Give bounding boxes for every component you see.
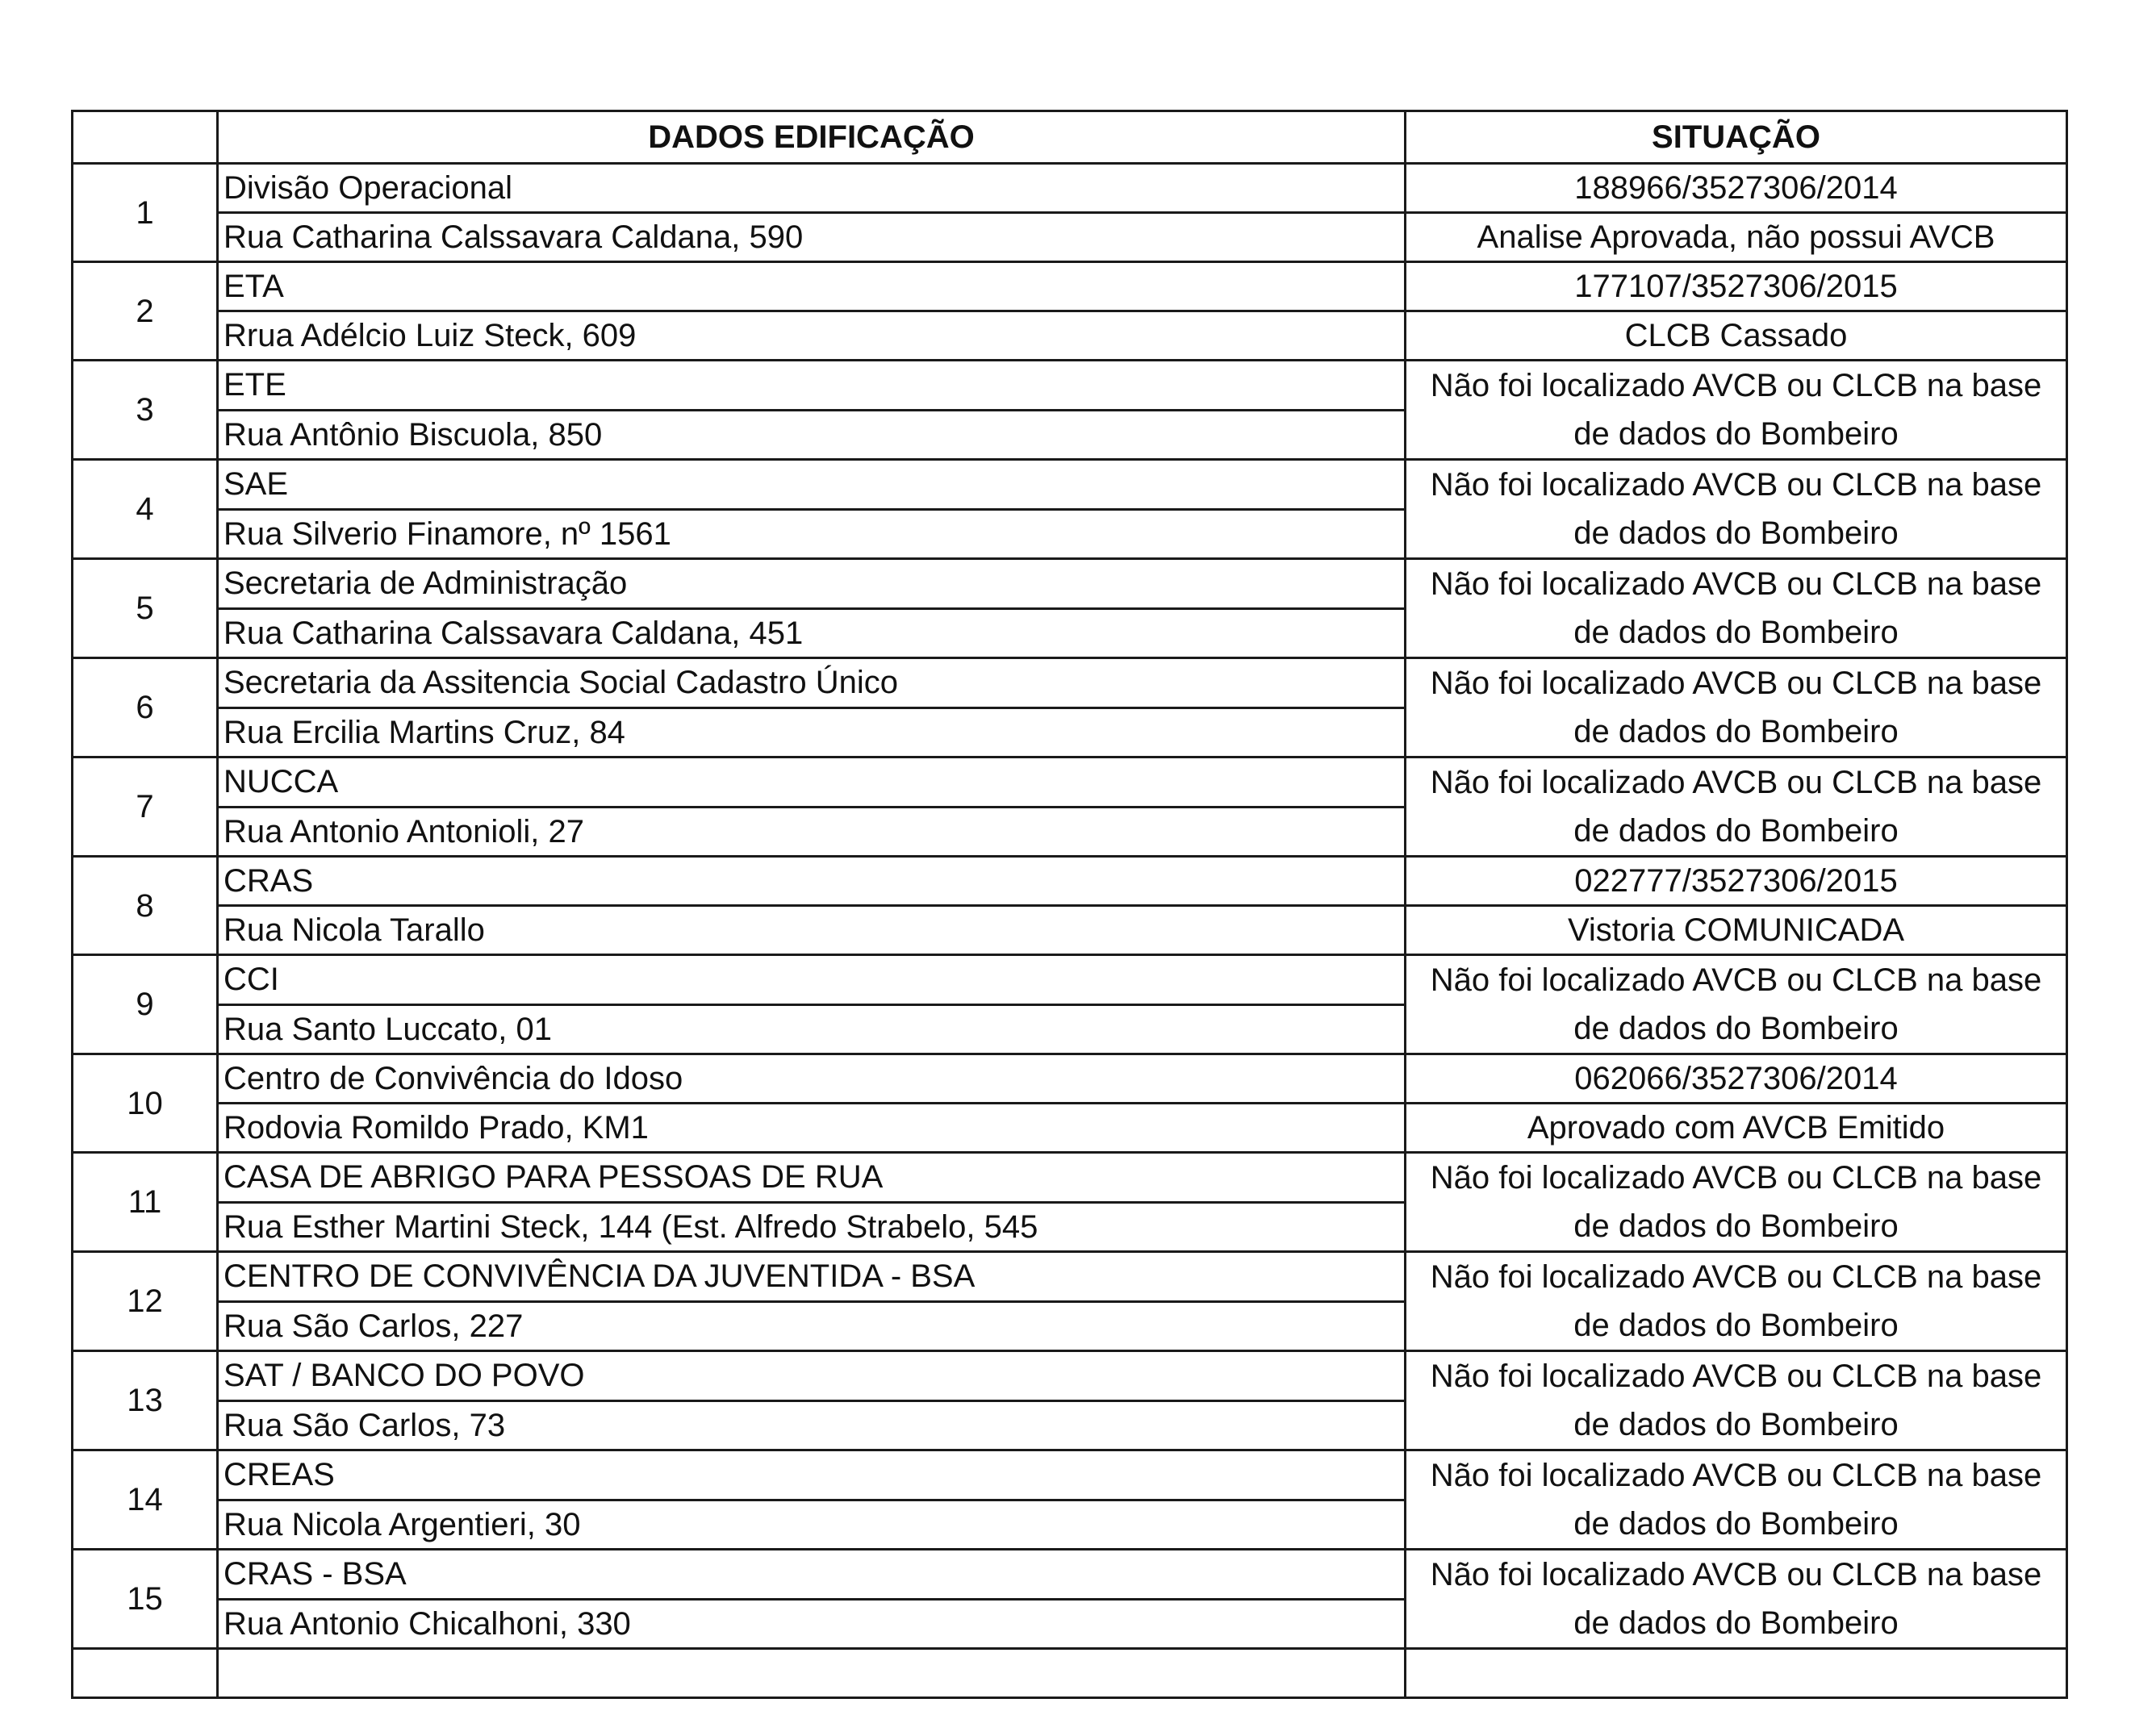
building-address: Rua Esther Martini Steck, 144 (Est. Alfredo Strabelo, 545 — [218, 1202, 1406, 1252]
table-row — [73, 311, 2067, 361]
row-number: 2 — [73, 262, 218, 361]
table-row — [73, 757, 2067, 808]
row-number: 3 — [73, 361, 218, 460]
building-name: CRAS - BSA — [218, 1550, 1406, 1600]
building-address: Rua São Carlos, 227 — [218, 1301, 1406, 1351]
building-name: CREAS — [218, 1450, 1406, 1500]
building-name: Secretaria de Administração — [218, 559, 1406, 609]
situacao-cell — [1406, 1153, 2067, 1252]
table-row — [73, 1351, 2067, 1401]
situacao-text: Não foi localizado AVCB ou CLCB na base — [1430, 666, 2042, 701]
situacao-text: Não foi localizado AVCB ou CLCB na base — [1430, 368, 2042, 403]
building-address: Rua Antônio Biscuola, 850 — [218, 410, 1406, 460]
row-number: 1 — [73, 164, 218, 262]
situacao-status: CLCB Cassado — [1406, 311, 2067, 361]
table-row — [73, 213, 2067, 262]
blank-cell — [1406, 1649, 2067, 1698]
building-name: CENTRO DE CONVIVÊNCIA DA JUVENTIDA - BSA — [218, 1252, 1406, 1302]
row-number: 13 — [73, 1351, 218, 1450]
situacao-cell — [1406, 757, 2067, 857]
situacao-text: Não foi localizado AVCB ou CLCB na base — [1430, 566, 2042, 602]
building-name: CASA DE ABRIGO PARA PESSOAS DE RUA — [218, 1153, 1406, 1203]
building-name: Divisão Operacional — [218, 164, 1406, 213]
table-row — [73, 1153, 2067, 1203]
building-name: Secretaria da Assitencia Social Cadastro Único — [218, 658, 1406, 708]
situacao-text: Não foi localizado AVCB ou CLCB na base — [1430, 1358, 2042, 1394]
row-number: 6 — [73, 658, 218, 757]
building-name: CCI — [218, 955, 1406, 1005]
situacao-text: de dados do Bombeiro — [1573, 1308, 1899, 1343]
situacao-process-number: 177107/3527306/2015 — [1406, 262, 2067, 311]
building-address: Rua Santo Luccato, 01 — [218, 1004, 1406, 1054]
table-row — [73, 1104, 2067, 1153]
row-number: 14 — [73, 1450, 218, 1550]
building-address: Rua Nicola Tarallo — [218, 906, 1406, 955]
table-row — [73, 906, 2067, 955]
situacao-text: Não foi localizado AVCB ou CLCB na base — [1430, 1557, 2042, 1592]
building-address: Rrua Adélcio Luiz Steck, 609 — [218, 311, 1406, 361]
row-number: 9 — [73, 955, 218, 1054]
situacao-text: de dados do Bombeiro — [1573, 1011, 1899, 1046]
table-row — [73, 361, 2067, 411]
situacao-text: de dados do Bombeiro — [1573, 1506, 1899, 1542]
table-row — [73, 1450, 2067, 1500]
blank-cell — [73, 1649, 218, 1698]
table-row — [73, 164, 2067, 213]
row-number: 4 — [73, 460, 218, 559]
situacao-text: Não foi localizado AVCB ou CLCB na base — [1430, 467, 2042, 503]
table-row — [73, 1550, 2067, 1600]
building-address: Rua Catharina Calssavara Caldana, 451 — [218, 608, 1406, 658]
row-number: 8 — [73, 857, 218, 955]
situacao-text: de dados do Bombeiro — [1573, 615, 1899, 650]
situacao-text: de dados do Bombeiro — [1573, 515, 1899, 551]
header-dados-edificacao: DADOS EDIFICAÇÃO — [218, 111, 1406, 164]
situacao-text: Não foi localizado AVCB ou CLCB na base — [1430, 765, 2042, 800]
situacao-cell — [1406, 460, 2067, 559]
situacao-process-number: 022777/3527306/2015 — [1406, 857, 2067, 906]
building-name: ETE — [218, 361, 1406, 411]
building-address: Rua Silverio Finamore, nº 1561 — [218, 509, 1406, 559]
situacao-text: de dados do Bombeiro — [1573, 416, 1899, 452]
situacao-status: Vistoria COMUNICADA — [1406, 906, 2067, 955]
situacao-cell — [1406, 1450, 2067, 1550]
building-name: SAT / BANCO DO POVO — [218, 1351, 1406, 1401]
building-address: Rua Antonio Antonioli, 27 — [218, 807, 1406, 857]
situacao-text: de dados do Bombeiro — [1573, 1605, 1899, 1641]
row-number: 12 — [73, 1252, 218, 1351]
situacao-cell — [1406, 361, 2067, 460]
blank-cell — [218, 1649, 1406, 1698]
situacao-status: Aprovado com AVCB Emitido — [1406, 1104, 2067, 1153]
situacao-text: Não foi localizado AVCB ou CLCB na base — [1430, 1160, 2042, 1196]
situacao-cell — [1406, 1351, 2067, 1450]
situacao-text: de dados do Bombeiro — [1573, 813, 1899, 849]
buildings-status-table — [71, 110, 2068, 1699]
building-address: Rua Catharina Calssavara Caldana, 590 — [218, 213, 1406, 262]
situacao-cell — [1406, 559, 2067, 658]
table-row — [73, 1252, 2067, 1302]
blank-row — [73, 1649, 2067, 1698]
header-row — [73, 111, 2067, 164]
table-row — [73, 658, 2067, 708]
situacao-cell — [1406, 658, 2067, 757]
building-name: NUCCA — [218, 757, 1406, 808]
situacao-text: Não foi localizado AVCB ou CLCB na base — [1430, 1458, 2042, 1493]
situacao-text: de dados do Bombeiro — [1573, 714, 1899, 749]
table-row — [73, 262, 2067, 311]
situacao-cell — [1406, 955, 2067, 1054]
row-number: 7 — [73, 757, 218, 857]
table-row — [73, 460, 2067, 510]
header-situacao: SITUAÇÃO — [1406, 111, 2067, 164]
situacao-cell — [1406, 1550, 2067, 1649]
building-address: Rua Nicola Argentieri, 30 — [218, 1500, 1406, 1550]
situacao-process-number: 188966/3527306/2014 — [1406, 164, 2067, 213]
building-address: Rua Ercilia Martins Cruz, 84 — [218, 707, 1406, 757]
situacao-text: Não foi localizado AVCB ou CLCB na base — [1430, 1259, 2042, 1295]
table-row — [73, 955, 2067, 1005]
table-body — [73, 164, 2067, 1698]
row-number: 11 — [73, 1153, 218, 1252]
building-name: SAE — [218, 460, 1406, 510]
building-name: CRAS — [218, 857, 1406, 906]
row-number: 5 — [73, 559, 218, 658]
table-row — [73, 559, 2067, 609]
building-address: Rua São Carlos, 73 — [218, 1400, 1406, 1450]
table-row — [73, 857, 2067, 906]
situacao-text: de dados do Bombeiro — [1573, 1208, 1899, 1244]
building-address: Rodovia Romildo Prado, KM1 — [218, 1104, 1406, 1153]
building-address: Rua Antonio Chicalhoni, 330 — [218, 1599, 1406, 1649]
situacao-status: Analise Aprovada, não possui AVCB — [1406, 213, 2067, 262]
header-num — [73, 111, 218, 164]
situacao-text: Não foi localizado AVCB ou CLCB na base — [1430, 962, 2042, 998]
building-name: ETA — [218, 262, 1406, 311]
building-name: Centro de Convivência do Idoso — [218, 1054, 1406, 1104]
table-row — [73, 1054, 2067, 1104]
situacao-text: de dados do Bombeiro — [1573, 1407, 1899, 1442]
situacao-cell — [1406, 1252, 2067, 1351]
situacao-process-number: 062066/3527306/2014 — [1406, 1054, 2067, 1104]
row-number: 10 — [73, 1054, 218, 1153]
row-number: 15 — [73, 1550, 218, 1649]
